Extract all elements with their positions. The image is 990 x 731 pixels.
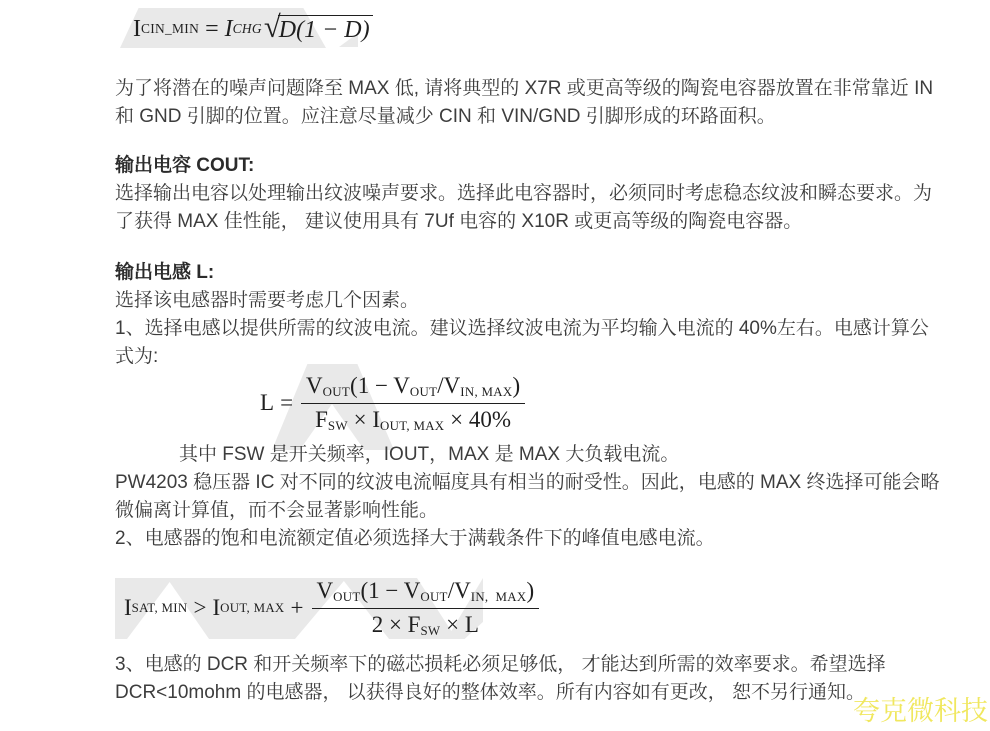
text-line: 和 GND 引脚的位置。应注意尽量减少 CIN 和 VIN/GND 引脚形成的环路面积。 bbox=[115, 106, 776, 127]
text-line: 微偏离计算值，而不会显著影响性能。 bbox=[115, 500, 439, 521]
math-operator: = bbox=[205, 15, 219, 42]
company-watermark: 夸克微科技 bbox=[853, 696, 988, 726]
fraction bbox=[301, 373, 525, 434]
denominator: 2 × FSW × L bbox=[371, 611, 479, 638]
math-operator: + bbox=[290, 595, 304, 620]
heading-text: 输出电感 L: bbox=[115, 262, 215, 283]
text-line: DCR<10mohm 的电感器， 以获得良好的整体效率。所有内容如有更改， 恕不另行通知。 bbox=[115, 682, 866, 703]
math-base: I bbox=[133, 15, 141, 42]
text-line: 式为: bbox=[115, 346, 159, 367]
section-heading-cout bbox=[115, 152, 254, 180]
inductor-paragraph bbox=[115, 287, 929, 371]
denominator: FSW × IOUT, MAX × 40% bbox=[315, 406, 512, 433]
math-base: I bbox=[124, 595, 132, 620]
numerator: VOUT(1 − VOUT/VIN, MAX) bbox=[312, 578, 540, 609]
numerator: VOUT(1 − VOUT/VIN, MAX) bbox=[301, 373, 525, 404]
text-line: 了获得 MAX 佳性能， 建议使用具有 7Uf 电容的 X10R 或更高等级的陶瓷电容器。 bbox=[115, 211, 803, 232]
sqrt-symbol: √ bbox=[263, 9, 281, 44]
math-subscript: CIN_MIN bbox=[141, 21, 200, 36]
heading-text: 输出电容 COUT: bbox=[115, 155, 255, 176]
cout-paragraph bbox=[115, 180, 932, 236]
text-line: PW4203 稳压器 IC 对不同的纹波电流幅度具有相当的耐受性。因此，电感的 MAX 终选择可能会略 bbox=[115, 472, 940, 493]
fraction bbox=[312, 578, 540, 639]
after-l-paragraph bbox=[115, 441, 939, 553]
formula-saturation-current bbox=[124, 577, 541, 639]
math-subscript: SAT, MIN bbox=[131, 600, 188, 615]
math-base: I bbox=[212, 595, 221, 620]
math-operator: > bbox=[193, 595, 207, 620]
math-operator: = bbox=[280, 390, 294, 415]
text-line: 选择该电感器时需要考虑几个因素。 bbox=[115, 290, 420, 311]
text-line: 2、电感器的饱和电流额定值必须选择大于满载条件下的峰值电感电流。 bbox=[115, 528, 715, 549]
intro-paragraph bbox=[115, 75, 933, 131]
after-isat-paragraph bbox=[115, 651, 886, 707]
math-subscript: OUT, MAX bbox=[220, 600, 285, 615]
math-base: I bbox=[224, 15, 233, 42]
math-base: L bbox=[260, 390, 275, 415]
text-line: 选择输出电容以处理输出纹波噪声要求。选择此电容器时，必须同时考虑稳态纹波和瞬态要求。为 bbox=[115, 183, 933, 204]
math-subscript: CHG bbox=[232, 21, 262, 36]
text-line: 为了将潜在的噪声问题降至 MAX 低, 请将典型的 X7R 或更高等级的陶瓷电容器放置在非常靠近 IN bbox=[115, 78, 934, 99]
formula-inductance bbox=[260, 372, 527, 434]
formula-icin-min bbox=[133, 10, 373, 48]
text-line: 1、选择电感以提供所需的纹波电流。建议选择纹波电流为平均输入电流的 40%左右。电感计算公 bbox=[115, 318, 929, 339]
math-radicand: D(1 − D) bbox=[278, 15, 373, 44]
text-line: 其中 FSW 是开关频率，IOUT，MAX 是 MAX 大负载电流。 bbox=[179, 444, 680, 465]
text-line: 3、电感的 DCR 和开关频率下的磁芯损耗必须足够低， 才能达到所需的效率要求。希望选择 bbox=[115, 654, 886, 675]
section-heading-inductor bbox=[115, 259, 214, 287]
